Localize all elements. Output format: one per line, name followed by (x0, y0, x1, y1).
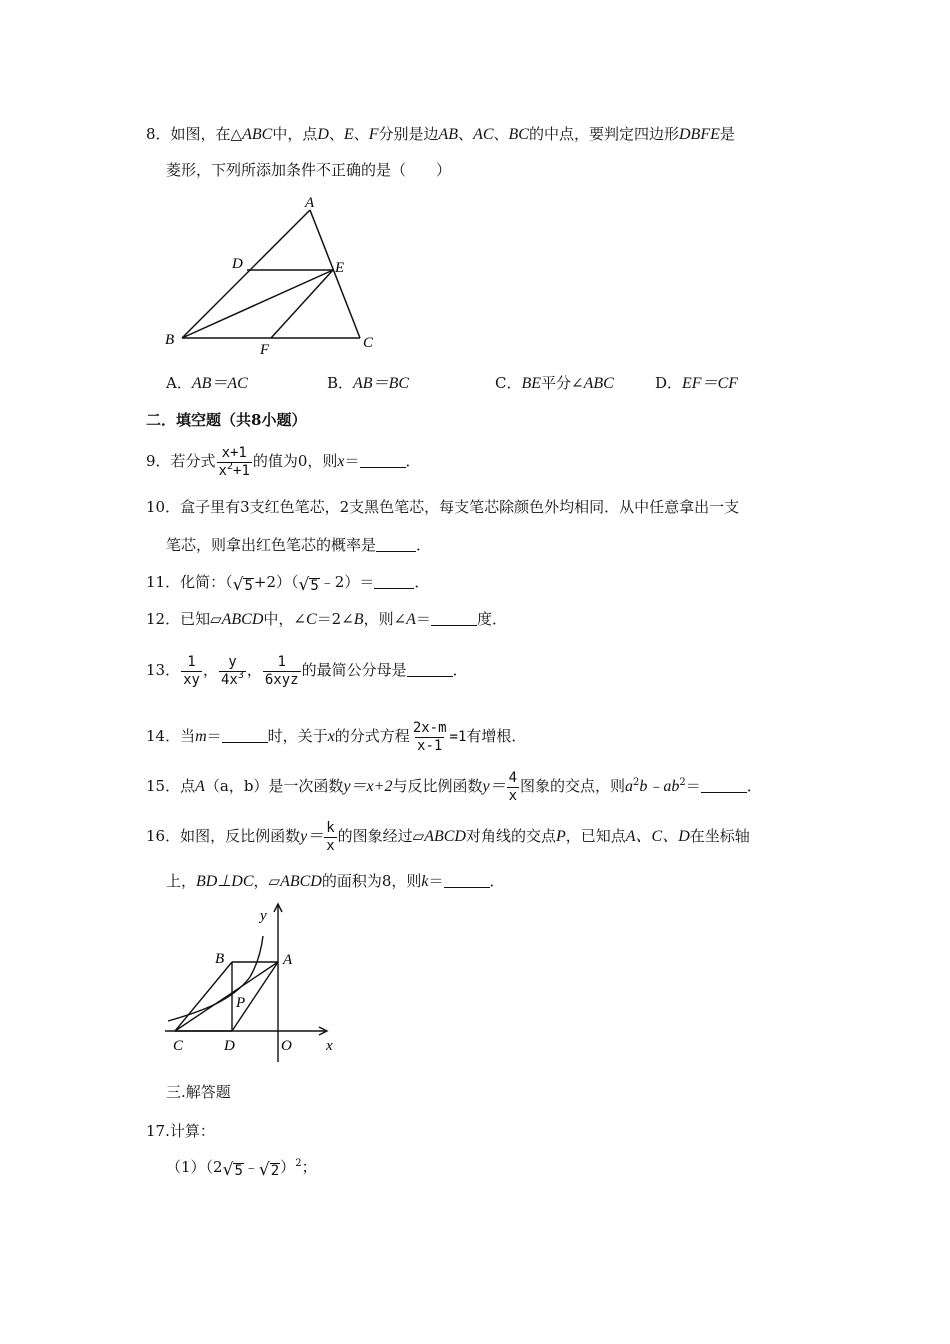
q9-answer-blank[interactable] (360, 452, 406, 468)
side-ab (182, 210, 310, 338)
label-E: E (335, 260, 345, 276)
q11-answer-blank[interactable] (374, 573, 414, 589)
label-y: y (260, 908, 267, 924)
q8-triangle-figure (160, 190, 390, 360)
label-x: x (326, 1038, 333, 1054)
diagonal-ac (175, 962, 278, 1031)
q13-fraction-1: $\frac{1}{xy}$ (183, 653, 200, 688)
label-F: F (260, 342, 270, 358)
q13-fraction-2: $\frac{y}{4x^3}$ (220, 653, 244, 688)
q8-option-b[interactable]: B．AB＝BC (327, 374, 410, 392)
q8-line1: 8．如图，在△ABC中，点D、E、F分别是边AB、AC、BC的中点，要判定四边形DBFE是 (146, 125, 735, 143)
label-P: P (236, 995, 246, 1011)
q12: 12．已知▱ABCD中，∠C＝2∠B，则∠A＝ 度． (146, 610, 507, 628)
q16-line2: 上，BD⊥DC，▱ABCD的面积为8，则k＝ ． (166, 872, 505, 890)
q13: 13． $\frac{1}{xy}$ ， $\frac{y}{4x^3}$ ， $\frac{1}{\text{6xyz}}$ 的最简公分母是 ． (146, 653, 468, 688)
q10-answer-blank[interactable] (376, 536, 416, 552)
q10-line1: 10．盒子里有3支红色笔芯，2支黑色笔芯，每支笔芯除颜色外均相同．从中任意拿出一支 (146, 498, 740, 516)
section2-title: 二．填空题（共8小题） (146, 411, 307, 429)
q14-fraction: $\frac{2x-m}{x-1}$ (412, 719, 447, 754)
q13-answer-blank[interactable] (407, 661, 453, 677)
q8-option-d[interactable]: D．EF＝CF (655, 374, 739, 392)
q16-line1: 16．如图，反比例函数y＝ $\frac{k}{x}$ 的图象经过▱ABCD对角线的交点P，已知点A、C、D在坐标轴 (146, 819, 750, 854)
q14: 14．当m＝ 时，关于x的分式方程 $\frac{2x-m}{x-1}$ =1有增根． (146, 719, 527, 754)
q8-line2: 菱形，下列所添加条件不正确的是（ ） (166, 161, 452, 179)
label-B: B (215, 951, 225, 967)
sqrt-icon: √ 5 (222, 1160, 243, 1180)
label-B: B (165, 332, 175, 348)
q15-answer-blank[interactable] (701, 777, 747, 793)
label-C: C (363, 335, 374, 351)
label-C: C (173, 1038, 184, 1054)
sqrt-icon: √ 5 (232, 575, 253, 595)
q17-part1: （1）（2 √ 5 ﹣ √ 2 ）$^2$； (166, 1158, 317, 1180)
q16-answer-blank[interactable] (444, 872, 490, 888)
q8-option-a[interactable]: A．AB＝AC (166, 374, 248, 392)
q16-coordinate-figure (160, 900, 350, 1065)
label-D: D (232, 256, 243, 272)
q11: 11．化简：（ √ 5 +2）（ √ 5 ﹣2）＝ ． (146, 573, 430, 595)
section3-title: 三.解答题 (166, 1083, 231, 1101)
label-O: O (281, 1038, 292, 1054)
label-A: A (283, 952, 293, 968)
q13-fraction-3: $\frac{1}{\text{6xyz}}$ (264, 653, 299, 688)
q16-fraction: $\frac{k}{x}$ (326, 819, 335, 854)
q17-title: 17.计算： (146, 1122, 215, 1140)
hyperbola-curve (168, 936, 263, 1021)
segment-ef (271, 270, 333, 338)
q9-fraction: $\frac{x+1}{x^2+1}$ (218, 444, 250, 479)
q12-answer-blank[interactable] (431, 610, 477, 626)
sqrt-icon: √ 5 (298, 575, 319, 595)
sqrt-icon: √ 2 (258, 1160, 280, 1180)
segment-bc (175, 962, 232, 1031)
q15: 15．点A（a，b）是一次函数y＝x+2与反比例函数y＝ $\frac{4}{x}$ 图象的交点，则$a^2b﹣ab^2=$ ． (146, 769, 762, 804)
q10-line2: 笔芯，则拿出红色笔芯的概率是 ． (166, 536, 432, 554)
label-D: D (224, 1038, 235, 1054)
q14-answer-blank[interactable] (222, 727, 268, 743)
q8-option-c[interactable]: C．BE平分∠ABC (495, 374, 614, 392)
q15-fraction: $\frac{4}{x}$ (508, 769, 518, 804)
segment-be (182, 270, 333, 338)
q9: 9．若分式 $\frac{x+1}{x^2+1}$ 的值为0，则x＝ ． (146, 444, 421, 479)
label-A: A (305, 195, 315, 211)
